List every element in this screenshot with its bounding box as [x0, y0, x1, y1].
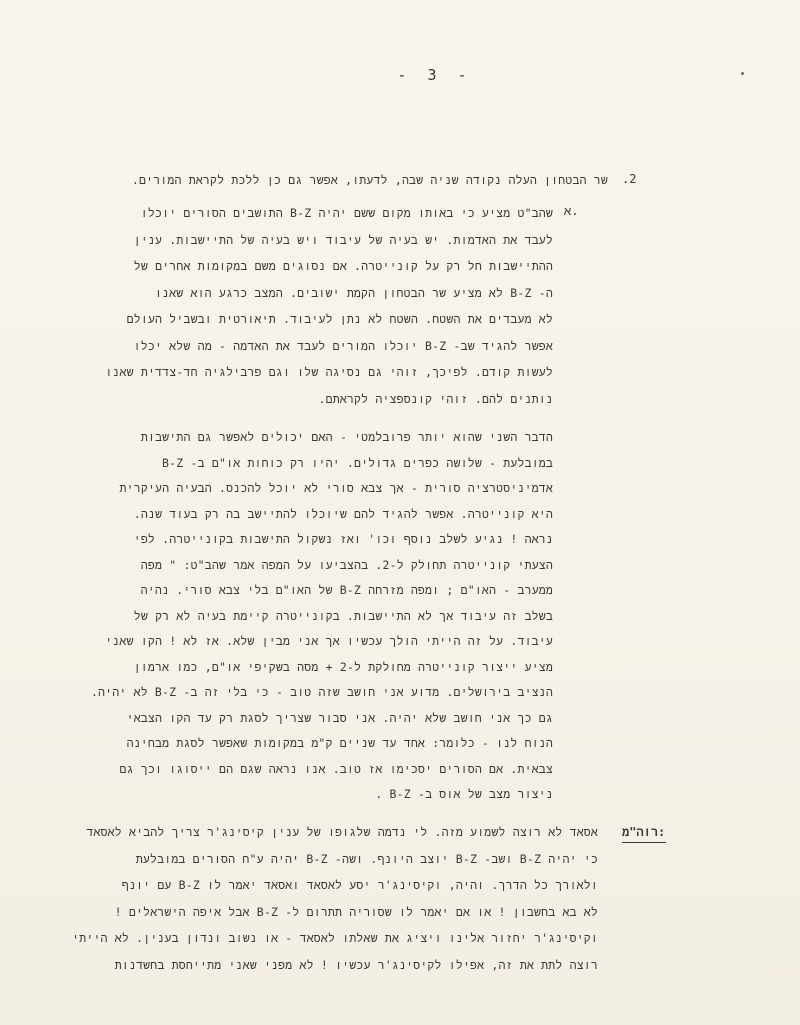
- text-line: ההתיישבות חל רק על קונייטרה. אם נסוגים משם במקומות אחרים של: [133, 259, 553, 273]
- section-marker: א.: [564, 204, 579, 218]
- text-line: נותנים להם. זוהי קונספציה לקראתם.: [318, 391, 553, 406]
- text-line: רוצה לתת את זה, אפילו לקיסינג'ר עכשיו ! לא מפני שאני מתייחסת בחשדנות: [114, 957, 598, 972]
- text-line: ה- B-Z לא מציע שר הבטחון הקמת ישובים. המצב כרגע הוא שאנו: [154, 285, 553, 300]
- text-line: בשלב זה עיבוד אך לא התיישבות. בקונייטרה קיימת בעיה לא רק של: [133, 608, 553, 623]
- text-line: היא קונייטרה. אפשר להגיד להם שיוכלו להתיישב בה רק בעוד שנה.: [133, 506, 553, 521]
- speaker-underline: [622, 842, 666, 843]
- text-line: ולאורך כל הדרך. והיה, וקיסינג'ר יסע לאסאד ואסאד יאמר לו B-Z עם יונף: [121, 878, 598, 892]
- text-line: צבאית. אם הסורים יסכימו אז טוב. אנו נראה שגם הם ייסוגו וכך גם: [119, 761, 553, 776]
- text-line: ניצור מצב של אוס ב- B-Z .: [375, 787, 553, 801]
- text-line: אפשר להגיד שב- B-Z יוכלו המורים לעבד את האדמה - מה שלא יכלו: [133, 338, 553, 353]
- text-line: במובלעת - שלושה כפרים גדולים. יהיו רק כוחות או"ם ב- B-Z: [162, 455, 553, 470]
- text-line: אסאד לא רוצה לשמוע מזה. לי נדמה שלגופו של ענין קיסינג'ר צריך להביא לאסאד: [86, 825, 598, 839]
- item-marker: .2: [622, 172, 637, 186]
- text-line: וקיסינג'ר יחזור אלינו ויציג את שאלתו לאסאד - או נשוב ונדון בענין. לא הייתי: [72, 931, 598, 945]
- text-line: אדמיניסטרציה סורית - אך צבא סורי לא יוכל להכנס. הבעיה העיקרית: [119, 481, 553, 495]
- text-line: עיבוד. על זה הייתי הולך עכשיו אך אני מבין שלא. אז לא ! הקו שאני: [105, 634, 553, 648]
- text-line: לא מעבדים את השטח. השטח לא נתן לעיבוד. תיאורטית ובשביל העולם: [126, 312, 553, 326]
- text-line: מציע ייצור קונייטרה מחולקת ל-2 + מסה בשקיפי או"ם, כמו ארמון: [133, 659, 553, 674]
- text-line: לעבד את האדמות. יש בעיה של עיבוד ויש בעיה של התיישבות. ענין: [133, 232, 553, 247]
- text-line: לא בא בחשבון ! או אם יאמר לו שסוריה תתרום ל- B-Z אבל איפה הישראלים !: [114, 904, 598, 919]
- text-line: הדבר השני שהוא יותר פרובלמטי - האם יכולים לאפשר גם התישבות: [140, 430, 553, 444]
- text-line: הנוח לנו - כלומר: אחד עד שניים ק"מ במקומות שאפשר לסגת מבחינה: [126, 736, 553, 750]
- text-line: כי יהיה B-Z ושב- B-Z יוצב היונף. ושה- B-Z יהיה ע"ח הסורים במובלעת: [135, 851, 598, 866]
- text-line: שהב"ט מציע כי באותו מקום ששם יהיה B-Z התושבים הסורים יוכלו: [140, 206, 553, 220]
- text-line: לעשות קודם. לפיכך, זוהי גם נסיגה שלו וגם פרבילגיה חד-צדדית שאנו: [105, 365, 553, 379]
- paper-speck: [741, 72, 744, 75]
- text-line: גם כך אני חושב שלא יהיה. אני סבור שצריך לסגת רק עד הקו הצבאי: [126, 710, 553, 725]
- text-line: נראה ! נגיע לשלב נוסף וכו' ואז נשקול התישבות בקונייטרה. לפי: [133, 532, 553, 546]
- speaker-label: רוה"מ:: [622, 825, 666, 839]
- text-line: הנציב בירושלים. מדוע אני חושב שזה טוב - כי בלי זה ב- B-Z לא יהיה.: [90, 685, 553, 699]
- text-line: ממערב - האו"ם ; ומפה מזרחה B-Z של האו"ם בלי צבא סורי. נהיה: [140, 583, 553, 597]
- item-heading: שר הבטחון העלה נקודה שניה שבה, לדעתו, אפשר גם כן ללכת לקראת המורים.: [131, 173, 608, 187]
- page-number: - 3 -: [397, 66, 473, 84]
- text-line: הצעתי קונייטרה תחולק ל-2. בהצביעו על המפה אמר שהב"ט: " מפה: [140, 557, 553, 572]
